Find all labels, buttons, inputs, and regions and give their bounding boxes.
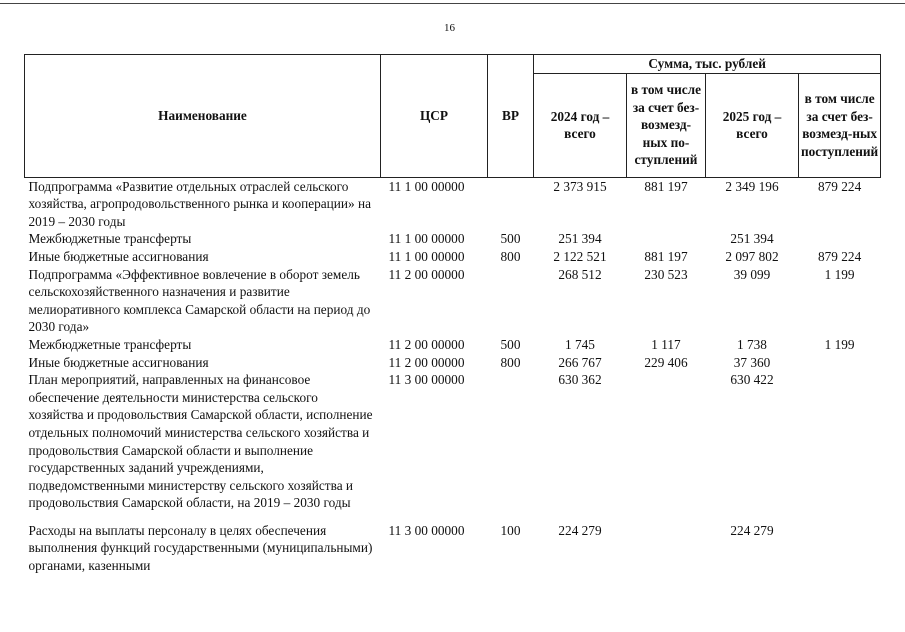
table-body [25,177,881,575]
row-2025-total: 2 097 802 [725,248,779,264]
row-2024-gratuitous: 881 197 [644,178,688,194]
row-2025-total: 224 279 [730,522,774,538]
row-2025-gratuitous: 1 199 [824,266,855,282]
row-csr: 11 1 00 00000 [388,178,465,194]
row-csr: 11 3 00 00000 [388,522,465,538]
row-name: Иные бюджетные ассигнования [28,248,209,264]
row-2025-gratuitous: 1 199 [824,336,855,352]
row-2024-total: 1 745 [565,336,595,352]
table-row [25,230,881,248]
row-2024-gratuitous [627,371,706,512]
table-row [25,371,881,512]
row-name: Расходы на выплаты персоналу в целях обеспечения выполнения функций государственными (муниципальными) органами, казенными [28,522,373,574]
row-vr [488,371,534,512]
header-csr: ЦСР [381,55,488,178]
row-vr [488,266,534,336]
row-2024-gratuitous: 230 523 [644,266,688,282]
row-name: Подпрограмма «Развитие отдельных отраслей сельского хозяйства, агропродовольственного рынка и кооперации» на 2019 – 2030 годы [28,178,371,229]
row-2025-total: 39 099 [733,266,771,282]
row-2024-gratuitous: 881 197 [644,248,688,264]
row-2025-total: 37 360 [733,354,771,370]
row-vr: 800 [500,248,521,264]
row-2025-gratuitous [799,230,881,248]
header-name: Наименование [25,55,381,178]
row-name: План мероприятий, направленных на финансовое обеспечение деятельности министерства сельского хозяйства и продовольствия Самарской области, исполнение отдельных полномочий министерства сельского хозяйства и продовольствия Самарской области и выполнение государственных заданий учреждениями, подведомственными министерству сельского хозяйства и продовольствия Самарской области, на 2019 – 2030 годы [28,372,373,511]
row-2024-gratuitous: 229 406 [644,354,688,370]
row-2025-total: 251 394 [730,231,774,247]
table-row [25,248,881,266]
table-row [25,177,881,230]
row-vr: 800 [500,354,521,370]
header-2024-total: 2024 год – всего [534,73,627,177]
header-vr: ВР [488,55,534,178]
row-csr: 11 2 00 00000 [388,266,465,282]
row-2024-total: 266 767 [558,354,602,370]
row-name: Межбюджетные трансферты [28,231,192,247]
row-vr [488,177,534,230]
row-spacer [25,512,881,522]
row-csr: 11 1 00 00000 [388,248,465,264]
row-2025-gratuitous [799,354,881,372]
table-header [25,55,881,178]
row-2025-gratuitous: 879 224 [818,178,862,194]
header-2025-total: 2025 год – всего [706,73,799,177]
row-csr: 11 1 00 00000 [388,231,465,247]
row-name: Иные бюджетные ассигнования [28,354,209,370]
row-name: Подпрограмма «Эффективное вовлечение в оборот земель сельскохозяйственного назначения и развитие мелиоративного комплекса Самарской области на период до 2030 года» [28,266,371,335]
table-row [25,522,881,575]
budget-table [24,54,881,575]
row-vr: 100 [500,522,521,538]
row-2025-gratuitous [799,522,881,575]
row-2024-gratuitous: 1 117 [651,336,681,352]
table-row [25,266,881,336]
row-2024-gratuitous [627,230,706,248]
row-2025-total: 2 349 196 [725,178,779,194]
row-vr: 500 [500,336,521,352]
header-2024-gratuitous: в том числе за счет без-возмезд-ных по-ступлений [627,73,706,177]
top-rule [0,3,905,4]
row-2024-total: 2 373 915 [553,178,607,194]
row-csr: 11 3 00 00000 [388,372,465,388]
page-number: 16 [444,22,455,34]
row-csr: 11 2 00 00000 [388,354,465,370]
table-row [25,336,881,354]
header-sum: Сумма, тыс. рублей [534,55,881,74]
row-2024-total: 251 394 [558,231,602,247]
row-2024-gratuitous [627,522,706,575]
row-csr: 11 2 00 00000 [388,336,465,352]
row-2025-gratuitous [799,371,881,512]
row-2025-gratuitous: 879 224 [818,248,862,264]
row-2024-total: 2 122 521 [553,248,607,264]
table-row [25,354,881,372]
row-2024-total: 268 512 [558,266,602,282]
row-2024-total: 224 279 [558,522,602,538]
row-2025-total: 1 738 [737,336,767,352]
row-name: Межбюджетные трансферты [28,336,192,352]
row-vr: 500 [500,231,521,247]
row-2024-total: 630 362 [558,372,602,388]
row-2025-total: 630 422 [730,372,774,388]
header-2025-gratuitous: в том числе за счет без-возмезд-ных поступлений [799,73,881,177]
